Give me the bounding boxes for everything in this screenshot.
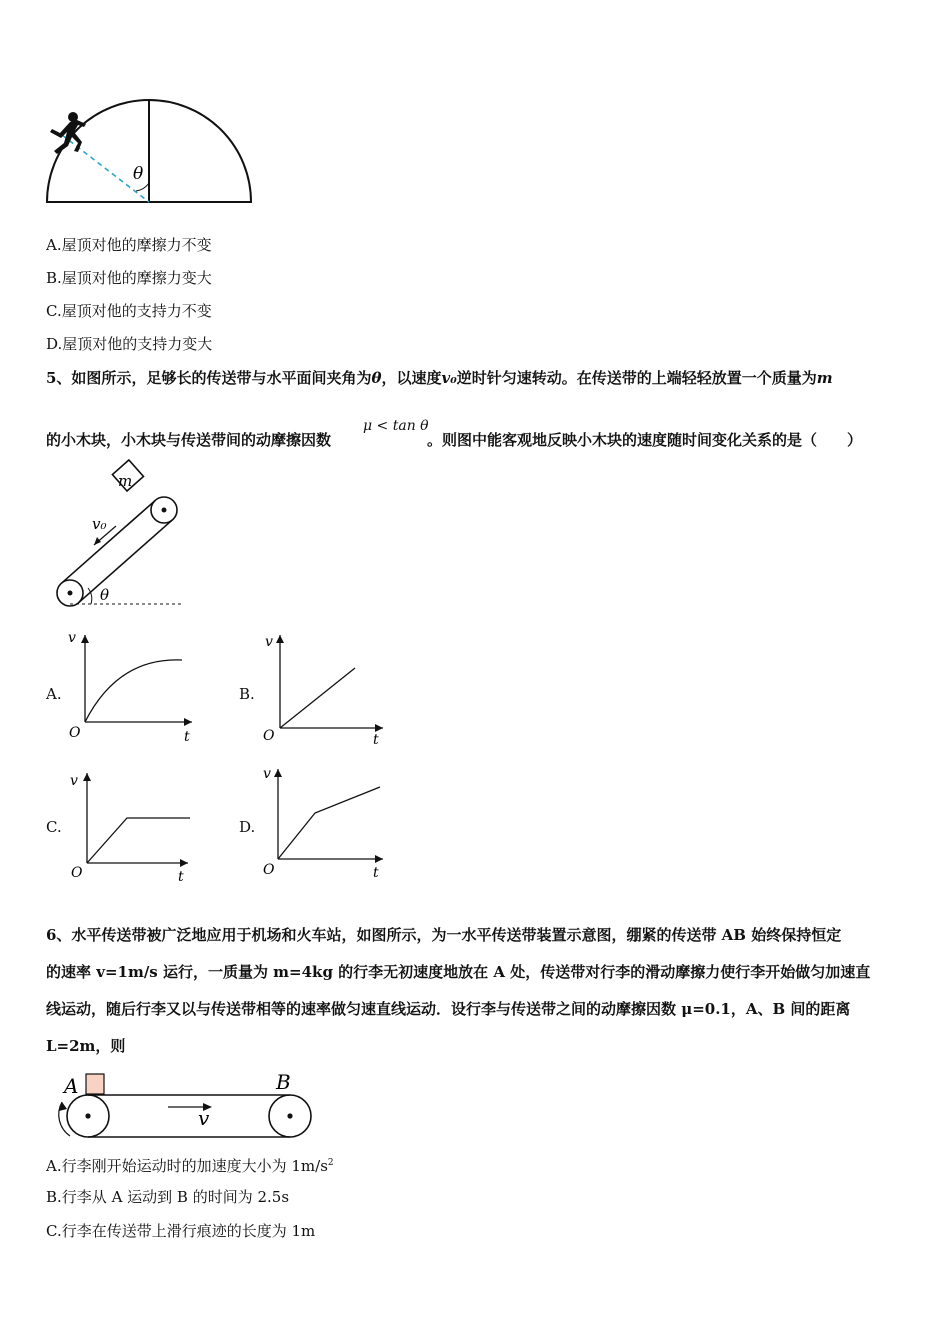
label-v: v	[198, 1106, 210, 1130]
q6-stem-line1: 6、水平传送带被广泛地应用于机场和火车站，如图所示，为一水平传送带装置示意图，绷紧的传送带 AB 始终保持恒定	[46, 926, 842, 944]
q5-formula: μ < tan θ	[363, 418, 429, 434]
theta-label: θ	[100, 586, 110, 604]
graph-b-letter: B.	[239, 685, 255, 703]
graph-d-letter: D.	[239, 818, 256, 836]
q5-stem-line2a: 的小木块，小木块与传送带间的动摩擦因数	[46, 431, 332, 449]
svg-text:O: O	[263, 862, 275, 878]
luggage-box	[86, 1074, 104, 1094]
q5-stem-line1: 5、如图所示，足够长的传送带与水平面间夹角为θ，以速度v₀逆时针匀速转动。在传送带的上端轻轻放置一个质量为m	[46, 369, 833, 387]
svg-text:t: t	[373, 732, 379, 748]
roof-figure	[40, 95, 260, 210]
q6-stem-line4: L=2m，则	[46, 1037, 126, 1055]
q6-option-b: B.行李从 A 运动到 B 的时间为 2.5s	[46, 1188, 290, 1206]
q6-option-c: C.行李在传送带上滑行痕迹的长度为 1m	[46, 1222, 316, 1240]
angle-arc	[136, 183, 149, 191]
svg-text:v: v	[265, 634, 273, 650]
graph-d	[255, 764, 395, 884]
graph-a-letter: A.	[46, 685, 62, 703]
q5-stem-line2b: 。则图中能客观地反映小木块的速度随时间变化关系的是（ ）	[427, 431, 863, 449]
label-b: B	[276, 1070, 291, 1094]
graph-b	[255, 627, 395, 747]
q4-option-a: A.屋顶对他的摩擦力不变	[46, 236, 212, 254]
horizontal-belt-figure	[46, 1068, 326, 1148]
label-a: A	[64, 1074, 79, 1098]
q6-stem-line3: 线运动，随后行李又以与传送带相等的速率做匀速直线运动．设行李与传送带之间的动摩擦因数 μ=0.1，A、B 间的距离	[46, 1000, 851, 1018]
angle-label: θ	[133, 164, 144, 184]
graph-c	[60, 767, 200, 887]
svg-text:O: O	[263, 728, 275, 744]
svg-text:t: t	[178, 869, 184, 885]
incline-belt-figure	[50, 470, 190, 610]
v0-label: v₀	[92, 515, 107, 533]
svg-text:v: v	[263, 766, 271, 782]
svg-text:t: t	[373, 865, 379, 881]
q4-option-d: D.屋顶对他的支持力变大	[46, 335, 213, 353]
q4-option-c: C.屋顶对他的支持力不变	[46, 302, 212, 320]
q6-stem-line2: 的速率 v=1m/s 运行，一质量为 m=4kg 的行李无初速度地放在 A 处，传送带对行李的滑动摩擦力使行李开始做匀加速直	[46, 963, 871, 981]
block-m-label: m	[118, 472, 133, 490]
svg-text:v: v	[70, 773, 78, 789]
svg-text:t: t	[184, 729, 190, 745]
q6-option-a: A.行李刚开始运动时的加速度大小为 $1m/s^2$	[46, 1157, 334, 1175]
q4-option-b: B.屋顶对他的摩擦力变大	[46, 269, 212, 287]
graph-a	[60, 627, 200, 747]
svg-text:O: O	[69, 725, 81, 741]
graph-c-letter: C.	[46, 818, 62, 836]
svg-text:v: v	[68, 630, 76, 646]
climber-icon	[50, 112, 86, 154]
svg-text:O: O	[71, 865, 83, 881]
